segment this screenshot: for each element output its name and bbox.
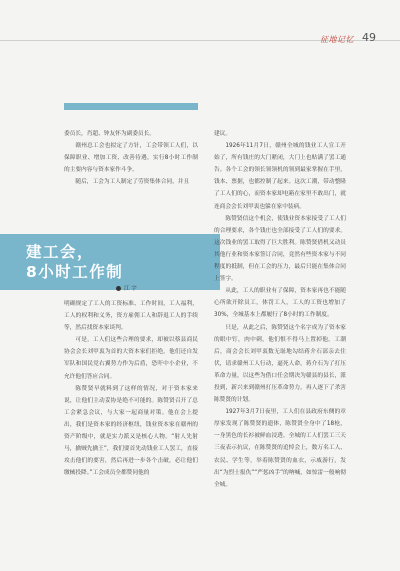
paragraph: 可是，工人们这些合理的要求，却被以蔡县商民协会会长刘甲衷为首的大资本家们拒绝，他们还自发军队和国民党右翼势力作为后盾，恐吓中小企业，不允许他们答应合同。 [64, 337, 198, 380]
author-name: 江 宇 [124, 286, 137, 292]
decorative-bar [64, 103, 198, 110]
paragraph: 明确规定了工人的工资标准、工作时间，工人福利，工人的权利和义务，资方雇佣工人和辞退工人的手续等，然后找资本家谈判。 [64, 301, 198, 332]
paragraph: 建议。 [214, 131, 232, 137]
paragraph: 委员长，肖超、钟友怀为副委员长。 [64, 131, 155, 137]
paragraph: 1927年3月7日夜里，工人们在县政府东侧的章厚家发现了陈赞贤的遗体，陈赞贤全身中了18枪，一身黑色的长衫被鲜血浸透。全城的工人们罢工三天三夜表示抗议，在陈赞贤的追悼会上，数万名工人、农民、学生等，举着陈赞贤的血衣，示威游行，发出“为烈士报仇”“严惩凶手”的呐喊，如惊雷一般响彻全城。 [214, 409, 346, 488]
paragraph: 只是，从此之后，陈赞贤这个名字成为了资本家的眼中钉，肉中刺，他们恨不得马上置掉他。工潮后，商会会长刘甲衷数无耻地勾结蒋介石部亲去住伏，请求赣州工人行动，逼死人命，蒋介石为了打压革命力量，以这些为借口任会期决为赣县的县长，派投到，新兴来到赣州打压革命势力，再人逐下了杀害陈赞贤的计划。 [214, 324, 346, 404]
paragraph: 赣州总工会也拟定了方针，工会带领工人们，以保障职业、增加工资、改善待遇，实行8小时工作制的主要内容与资本家作斗争。 [64, 143, 198, 174]
left-column-top [64, 128, 198, 188]
paragraph: 随后，工会为工人制定了劳资集体合同，并且 [75, 179, 190, 186]
author-dot-icon [116, 286, 121, 291]
right-column [214, 128, 346, 491]
left-column-bottom [64, 298, 198, 479]
page-number: 49 [362, 31, 376, 44]
paragraph: 从此，工人的职业有了保障，资本家再也不能随心所欲开除员工，体罚工人，工人的工资也增加了30%，全城基本上都履行了8小时的工作制度。 [214, 288, 346, 319]
byline [116, 284, 137, 292]
paragraph: 1926年11月7日，赣州全城的钱业工人宣工开始了，所有钱庄的大门紧闭，大门上也贴满了罢工通告。各个工会的领长领领机的领到最家掌握在手里，钱本、票据，也都控制了起来。这次工潮，带动整隆了工人们的心，而资本家却电箱在家里不敢出门，就连商会会长刘甲衷也躲在家中装病。 [214, 143, 346, 210]
article-title: 建工会， 8小时工作制 [26, 243, 124, 281]
paragraph: 陈赞贤信这个机会，使钱业资本家接受了工人们的合理要求，各个钱庄也全部接受了工人们的要求。这次钱业的罢工取得了巨大胜利。陈赞贤借机又动员其他行业和资本家签订合同，竟然有些资本家与不同程度的抵制，但在工会的压力，最后只能在集体合同上签字。 [214, 215, 346, 283]
paragraph: 陈赞贤早就料到了这样的情况，对于资本家来说，让他们主动妥协是绝不可能的。陈赞贤召开了总工会紧急会议，与大家一起商量对策。他在会上提出，我们是资本家的经济枢纽，钱业资本家在赣州的资产阶级中，就是实力派又是核心人物。“射人先射马，擒贼先擒王”，我们要首先动钱业工人罢工，直接攻击他们的要害，然后再进一步各个击破，必让他们缴械投降。”工会成员全都赞同他的 [64, 385, 198, 477]
section-tag: 征地记忆 [320, 35, 354, 44]
